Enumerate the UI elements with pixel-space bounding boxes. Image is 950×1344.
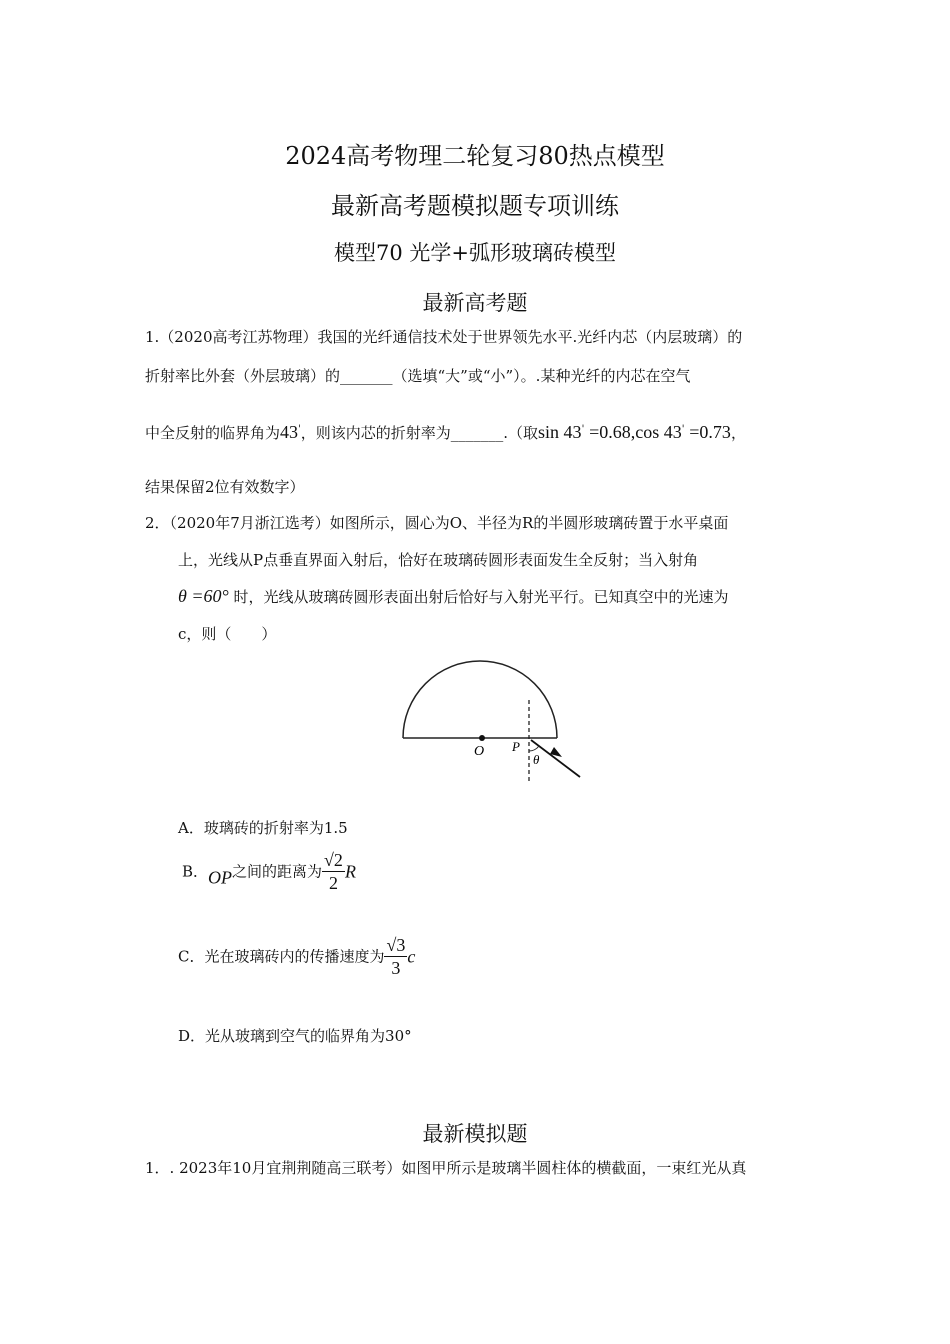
q2-line3: [178, 586, 728, 607]
option-c-num: √3: [386, 935, 406, 955]
q1-sin-val: =0.68,: [589, 422, 636, 442]
q1-line3-end: ，: [730, 424, 746, 442]
sub-title: 最新高考题模拟题专项训练: [331, 192, 619, 220]
q1-sin: sin 43: [538, 422, 582, 442]
option-c-c: c: [407, 946, 416, 967]
option-c-fraction: [384, 934, 407, 979]
label-o: O: [474, 744, 485, 759]
m1-line1: 1．. 2023年10月宜荆荆随高三联考）如图甲所示是玻璃半圆柱体的横截面，一束红光从真: [145, 1159, 747, 1177]
theta-arc: [529, 746, 539, 751]
q1-line1: 1.（2020高考江苏物理）我国的光纤通信技术处于世界领先水平.光纤内芯（内层玻璃）的: [145, 328, 743, 346]
q1-cos-val: =0.73: [689, 422, 731, 442]
semicircle-glass-figure: [390, 650, 590, 785]
option-b-num: √2: [324, 850, 343, 870]
q2-line3-text: 时，光线从玻璃砖圆形表面出射后恰好与入射光平行。已知真空中的光速为: [233, 588, 729, 606]
q1-line3-b: ，则该内芯的折射率为_______.（取: [300, 424, 539, 442]
option-b-op: OP: [208, 867, 233, 888]
option-c: [178, 934, 415, 979]
center-point: [479, 735, 485, 741]
option-b-text: 之间的距离为: [232, 862, 323, 881]
q1-line3-a: 中全反射的临界角为: [145, 424, 281, 442]
q1-line2: 折射率比外套（外层玻璃）的_______（选填“大”或“小”）。.某种光纤的内芯在空气: [145, 367, 691, 385]
label-p: P: [512, 739, 520, 754]
label-theta: θ: [533, 752, 540, 767]
section-gaokao-heading: 最新高考题: [422, 291, 528, 315]
option-b-fraction: [322, 849, 345, 894]
q1-line3: 中全反射的临界角为43'，则该内芯的折射率为_______.（取sin 43' =0.68,cos 43' =0.73，: [145, 422, 746, 442]
model-title: 模型70 光学+弧形玻璃砖模型: [334, 241, 616, 265]
q1-cos: cos 43: [635, 422, 682, 442]
q1-angle: 43: [280, 422, 299, 442]
option-d: D．光从玻璃到空气的临界角为30°: [178, 1027, 412, 1045]
option-b-r: R: [344, 861, 356, 882]
option-b-den: 2: [328, 873, 338, 893]
option-c-den: 3: [391, 958, 401, 978]
option-b: [182, 849, 356, 894]
q2-line4: c，则（ ）: [178, 625, 277, 643]
main-title: 2024高考物理二轮复习80热点模型: [285, 142, 665, 170]
q2-theta-eq: θ =60°: [178, 586, 229, 606]
option-a: A．玻璃砖的折射率为1.5: [178, 819, 348, 837]
option-b-prefix: B．: [182, 862, 209, 881]
option-c-text: C．光在玻璃砖内的传播速度为: [178, 947, 385, 966]
q2-line1: 2．（2020年7月浙江选考）如图所示，圆心为O、半径为R的半圆形玻璃砖置于水平桌面: [145, 514, 729, 532]
section-moni-heading: 最新模拟题: [422, 1122, 528, 1146]
q2-line2: 上，光线从P点垂直界面入射后，恰好在玻璃砖圆形表面发生全反射；当入射角: [178, 551, 699, 569]
semicircle-arc: [403, 661, 557, 738]
q1-line4: 结果保留2位有效数字）: [145, 478, 305, 496]
